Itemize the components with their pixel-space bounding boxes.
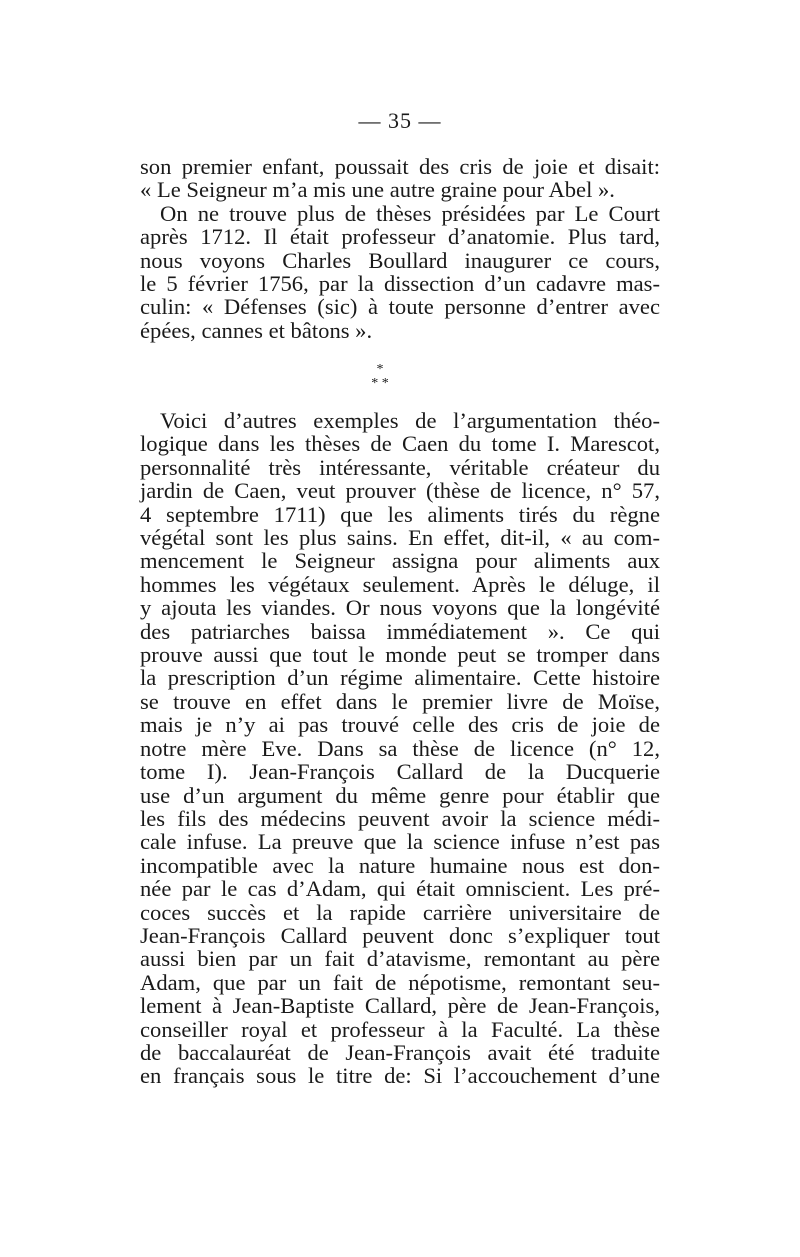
text-line: après 1712. Il était professeur d’anatomie. Plus tard, bbox=[140, 224, 660, 250]
text-line: notre mère Eve. Dans sa thèse de licence (n° 12, bbox=[140, 735, 660, 761]
asterism-separator bbox=[360, 363, 400, 395]
text-line: On ne trouve plus de thèses présidées par Le Court bbox=[160, 200, 660, 226]
text-line: mais je n’y ai pas trouvé celle des cris de joie de bbox=[140, 712, 660, 738]
text-line: nous voyons Charles Boullard inaugurer ce cours, bbox=[140, 247, 660, 273]
page-number: — 35 — bbox=[358, 108, 442, 133]
text-line: la prescription d’un régime alimentaire. Cette histoire bbox=[140, 665, 660, 691]
text-line: tome I). Jean-François Callard de la Ducquerie bbox=[140, 759, 660, 785]
text-line: use d’un argument du même genre pour établir que bbox=[140, 782, 660, 808]
text-line: conseiller royal et professeur à la Faculté. La thèse bbox=[140, 1016, 660, 1042]
text-line: culin: « Défenses (sic) à toute personne d’entrer avec bbox=[140, 294, 660, 320]
text-line: les fils des médecins peuvent avoir la science médi- bbox=[140, 805, 660, 831]
text-line: coces succès et la rapide carrière universitaire de bbox=[140, 899, 660, 925]
text-line: végétal sont les plus sains. En effet, dit-il, « au com- bbox=[140, 525, 660, 551]
text-line: née par le cas d’Adam, qui était omniscient. Les pré- bbox=[140, 876, 660, 902]
text-line: son premier enfant, poussait des cris de joie et disait: bbox=[140, 154, 660, 179]
asterism-bottom: * * bbox=[371, 376, 389, 391]
asterism-top: * bbox=[376, 362, 384, 377]
text-line: aussi bien par un fait d’atavisme, remontant au père bbox=[140, 946, 660, 972]
text-line: mencement le Seigneur assigna pour aliments aux bbox=[140, 548, 660, 574]
text-line: le 5 février 1756, par la dissection d’un cadavre mas- bbox=[140, 271, 660, 297]
text-line: incompatible avec la nature humaine nous est don- bbox=[140, 852, 660, 878]
text-line: se trouve en effet dans le premier livre de Moïse, bbox=[140, 688, 660, 714]
paragraph-continued bbox=[140, 155, 660, 342]
text-line: 4 septembre 1711) que les aliments tirés du règne bbox=[140, 501, 660, 527]
text-line: épées, cannes et bâtons ». bbox=[140, 317, 373, 343]
text-line: logique dans les thèses de Caen du tome I. Marescot, bbox=[140, 431, 660, 457]
text-line: cale infuse. La preuve que la science infuse n’est pas bbox=[140, 829, 660, 855]
text-line: prouve aussi que tout le monde peut se tromper dans bbox=[140, 642, 660, 668]
text-line: en français sous le titre de: Si l’accouchement d’une bbox=[140, 1063, 660, 1089]
text-line: lement à Jean-Baptiste Callard, père de Jean-François, bbox=[140, 993, 660, 1019]
text-line: Voici d’autres exemples de l’argumentation théo- bbox=[160, 408, 660, 433]
text-line: Jean-François Callard peuvent donc s’expliquer tout bbox=[140, 922, 660, 948]
text-line: y ajouta les viandes. Or nous voyons que la longévité bbox=[140, 595, 660, 621]
text-line: hommes les végétaux seulement. Après le déluge, il bbox=[140, 571, 660, 597]
text-line: « Le Seigneur m’a mis une autre graine pour Abel ». bbox=[140, 177, 615, 203]
text-line: jardin de Caen, veut prouver (thèse de licence, n° 57, bbox=[140, 478, 660, 504]
paragraph-theological-examples bbox=[140, 409, 660, 1088]
text-line: des patriarches baissa immédiatement ». Ce qui bbox=[140, 618, 660, 644]
text-line: Adam, que par un fait de népotisme, remontant seu- bbox=[140, 969, 660, 995]
text-line: personnalité très intéressante, véritable créateur du bbox=[140, 454, 660, 480]
text-line: de baccalauréat de Jean-François avait été traduite bbox=[140, 1039, 660, 1065]
